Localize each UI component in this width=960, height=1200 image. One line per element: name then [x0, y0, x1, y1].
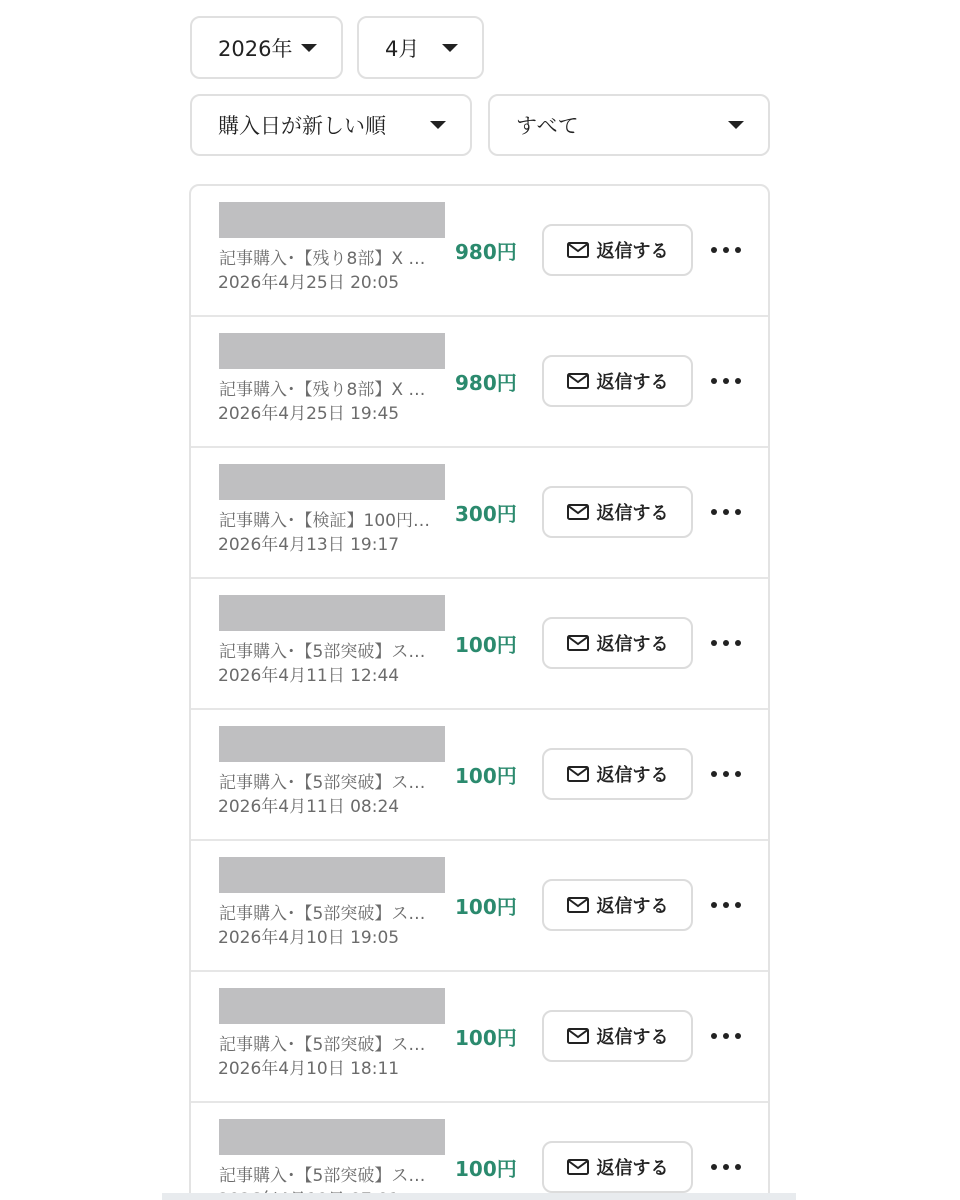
redacted-buyer-name — [219, 988, 445, 1024]
reply-button-label: 返信する — [596, 372, 669, 393]
redacted-buyer-name — [219, 726, 445, 762]
more-horizontal-icon[interactable] — [711, 1155, 741, 1179]
reply-button[interactable] — [542, 1141, 693, 1193]
chevron-down-icon — [442, 44, 458, 52]
more-dot — [723, 1033, 729, 1039]
more-dot — [735, 1033, 741, 1039]
sale-date: 2026年4月13日 19:17 — [218, 535, 400, 555]
more-dot — [723, 247, 729, 253]
sale-price: 980円 — [455, 371, 517, 395]
sale-price: 100円 — [455, 764, 517, 788]
type-filter-value: すべて — [516, 114, 579, 138]
sale-date: 2026年4月25日 20:05 — [218, 273, 400, 293]
reply-button[interactable] — [542, 486, 693, 538]
more-dot — [723, 1164, 729, 1170]
reply-button-label: 返信する — [596, 503, 669, 524]
sale-row — [191, 710, 768, 841]
redacted-buyer-name — [219, 464, 445, 500]
reply-button-label: 返信する — [596, 1158, 669, 1179]
more-dot — [711, 771, 717, 777]
more-horizontal-icon[interactable] — [711, 369, 741, 393]
sale-row — [191, 186, 768, 317]
sort-order-value: 購入日が新しい順 — [218, 114, 386, 138]
sale-price: 980円 — [455, 240, 517, 264]
year-select[interactable] — [190, 16, 343, 79]
sale-item-title: 記事購入･【残り8部】X … — [219, 380, 426, 400]
sale-item-title: 記事購入･【5部突破】ス… — [219, 1166, 426, 1186]
sale-row — [191, 448, 768, 579]
more-dot — [711, 509, 717, 515]
sale-price: 100円 — [455, 895, 517, 919]
sale-row — [191, 579, 768, 710]
type-filter-select[interactable] — [488, 94, 770, 156]
more-dot — [723, 378, 729, 384]
sale-item-title: 記事購入･【検証】100円… — [219, 511, 430, 531]
more-horizontal-icon[interactable] — [711, 762, 741, 786]
more-dot — [735, 509, 741, 515]
more-dot — [711, 247, 717, 253]
chevron-down-icon — [301, 44, 317, 52]
more-horizontal-icon[interactable] — [711, 631, 741, 655]
more-dot — [711, 640, 717, 646]
more-dot — [735, 771, 741, 777]
more-dot — [711, 1164, 717, 1170]
reply-button-label: 返信する — [596, 896, 669, 917]
reply-button-label: 返信する — [596, 634, 669, 655]
sale-item-title: 記事購入･【5部突破】ス… — [219, 642, 426, 662]
more-dot — [735, 1164, 741, 1170]
more-horizontal-icon[interactable] — [711, 238, 741, 262]
more-dot — [723, 640, 729, 646]
more-dot — [735, 247, 741, 253]
sale-date: 2026年4月25日 19:45 — [218, 404, 400, 424]
mail-icon — [567, 1159, 589, 1175]
more-dot — [723, 509, 729, 515]
more-dot — [723, 902, 729, 908]
sale-row — [191, 317, 768, 448]
mail-icon — [567, 897, 589, 913]
chevron-down-icon — [430, 121, 446, 129]
sale-price: 100円 — [455, 1026, 517, 1050]
redacted-buyer-name — [219, 1119, 445, 1155]
reply-button-label: 返信する — [596, 241, 669, 262]
more-dot — [735, 640, 741, 646]
sale-date: 2026年4月11日 08:24 — [218, 797, 400, 817]
mail-icon — [567, 1028, 589, 1044]
reply-button[interactable] — [542, 879, 693, 931]
mail-icon — [567, 373, 589, 389]
year-select-value: 2026年 — [218, 36, 293, 61]
sort-order-select[interactable] — [190, 94, 472, 156]
sale-item-title: 記事購入･【5部突破】ス… — [219, 773, 426, 793]
sale-date: 2026年4月11日 12:44 — [218, 666, 400, 686]
sale-row — [191, 972, 768, 1103]
reply-button[interactable] — [542, 355, 693, 407]
sale-price: 100円 — [455, 1157, 517, 1181]
sale-price: 300円 — [455, 502, 517, 526]
sale-row — [191, 841, 768, 972]
more-dot — [735, 378, 741, 384]
sale-price: 100円 — [455, 633, 517, 657]
mail-icon — [567, 504, 589, 520]
month-select[interactable] — [357, 16, 484, 79]
more-horizontal-icon[interactable] — [711, 1024, 741, 1048]
sale-row — [191, 1103, 768, 1200]
reply-button-label: 返信する — [596, 765, 669, 786]
reply-button[interactable] — [542, 617, 693, 669]
sale-date: 2026年4月10日 19:05 — [218, 928, 400, 948]
mail-icon — [567, 635, 589, 651]
sale-item-title: 記事購入･【5部突破】ス… — [219, 904, 426, 924]
reply-button[interactable] — [542, 748, 693, 800]
redacted-buyer-name — [219, 202, 445, 238]
reply-button[interactable] — [542, 224, 693, 276]
more-dot — [711, 1033, 717, 1039]
more-horizontal-icon[interactable] — [711, 893, 741, 917]
more-horizontal-icon[interactable] — [711, 500, 741, 524]
reply-button[interactable] — [542, 1010, 693, 1062]
more-dot — [723, 771, 729, 777]
month-select-value: 4月 — [385, 36, 420, 61]
redacted-buyer-name — [219, 857, 445, 893]
chevron-down-icon — [728, 121, 744, 129]
more-dot — [711, 902, 717, 908]
reply-button-label: 返信する — [596, 1027, 669, 1048]
mail-icon — [567, 766, 589, 782]
sales-list — [189, 184, 770, 1200]
sale-item-title: 記事購入･【5部突破】ス… — [219, 1035, 426, 1055]
more-dot — [711, 378, 717, 384]
bottom-scroll-bar — [162, 1193, 796, 1200]
sale-item-title: 記事購入･【残り8部】X … — [219, 249, 426, 269]
sale-date: 2026年4月10日 18:11 — [218, 1059, 400, 1079]
redacted-buyer-name — [219, 595, 445, 631]
mail-icon — [567, 242, 589, 258]
more-dot — [735, 902, 741, 908]
redacted-buyer-name — [219, 333, 445, 369]
